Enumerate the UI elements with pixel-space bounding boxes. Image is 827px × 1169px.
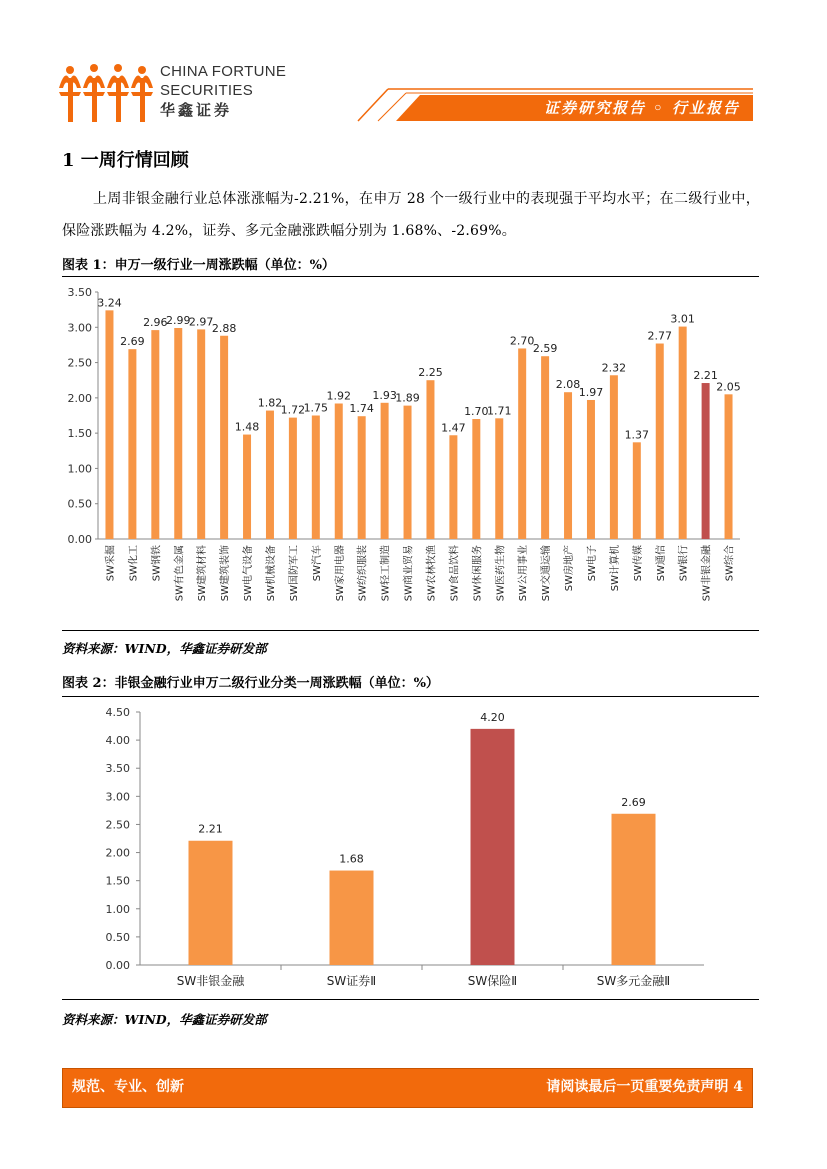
x-tick-label: SW房地产 <box>564 545 576 592</box>
report-type-label: 证券研究报告 ◦ 行业报告 <box>543 99 740 117</box>
bar <box>612 814 656 965</box>
bar <box>220 336 228 539</box>
bar <box>564 392 572 539</box>
x-tick-label: SW公用事业 <box>518 545 530 602</box>
x-tick-label: SW电气设备 <box>243 545 255 602</box>
y-tick-label: 3.50 <box>67 286 92 299</box>
bar <box>471 729 515 965</box>
bar <box>105 310 113 539</box>
x-tick-label: SW钢铁 <box>151 545 163 582</box>
data-label: 1.97 <box>578 385 604 399</box>
data-label: 4.20 <box>480 710 505 724</box>
x-tick-label: SW传媒 <box>632 545 644 582</box>
x-tick-label: SW计算机 <box>609 545 621 592</box>
bar <box>358 416 366 539</box>
y-tick-label: 3.00 <box>105 790 130 804</box>
bar <box>128 349 136 539</box>
x-tick-label: SW非银金融 <box>701 545 713 602</box>
bar <box>587 400 595 539</box>
bar <box>449 435 457 539</box>
x-tick-label: SW农林牧渔 <box>426 545 438 602</box>
x-tick-label: SW纺织服装 <box>357 545 369 602</box>
y-tick-label: 3.50 <box>105 762 130 776</box>
chart1 <box>62 280 759 628</box>
x-tick-label: SW通信 <box>655 545 667 582</box>
figure1-top-rule <box>62 276 759 277</box>
data-label: 2.77 <box>647 329 672 343</box>
data-label: 2.59 <box>532 342 558 356</box>
bar <box>197 329 205 539</box>
data-label: 2.05 <box>716 380 741 394</box>
bar <box>243 435 251 539</box>
data-label: 1.48 <box>234 420 260 434</box>
data-label: 1.75 <box>303 401 329 415</box>
company-name-en-1: CHINA FORTUNE <box>160 63 287 80</box>
company-name-cn: 华鑫证券 <box>160 102 233 119</box>
y-tick-label: 3.00 <box>67 321 92 335</box>
figure1-bottom-rule <box>62 630 759 631</box>
y-tick-label: 2.00 <box>105 846 130 860</box>
bar <box>518 348 526 539</box>
data-label: 2.70 <box>509 334 535 348</box>
x-tick-label: SW证券Ⅱ <box>326 974 377 988</box>
y-tick-label: 2.00 <box>67 391 92 405</box>
y-tick-label: 1.00 <box>67 462 92 476</box>
bar <box>381 403 389 539</box>
figure2-bottom-rule <box>62 999 759 1000</box>
y-tick-label: 2.50 <box>105 818 130 832</box>
bar <box>404 406 412 539</box>
x-tick-label: SW休闲服务 <box>472 545 484 602</box>
footer-disclaimer: 请阅读最后一页重要免责声明 4 <box>546 1079 743 1095</box>
company-name <box>160 62 286 122</box>
figure1-title: 图表 1：申万一级行业一周涨跌幅（单位：%） <box>62 258 335 273</box>
figure2-title: 图表 2：非银金融行业申万二级行业分类一周涨跌幅（单位：%） <box>62 676 439 691</box>
bar <box>725 394 733 539</box>
footer-slogan: 规范、专业、创新 <box>72 1079 184 1095</box>
y-tick-label: 1.50 <box>67 427 92 441</box>
company-name-en-2: SECURITIES <box>160 82 254 99</box>
x-tick-label: SW采掘 <box>105 545 117 582</box>
x-tick-label: SW食品饮料 <box>449 545 461 602</box>
data-label: 2.96 <box>143 316 168 330</box>
company-logo-icon <box>57 58 157 124</box>
bar <box>610 375 618 539</box>
data-label: 2.88 <box>211 321 237 335</box>
bar <box>312 416 320 540</box>
y-tick-label: 0.50 <box>105 930 130 944</box>
y-tick-label: 4.50 <box>105 706 130 719</box>
bar <box>541 356 549 539</box>
bar <box>330 871 374 965</box>
bar <box>679 327 687 539</box>
x-tick-label: SW建筑装饰 <box>220 545 232 602</box>
x-tick-label: SW银行 <box>678 545 690 582</box>
data-label: 1.72 <box>280 403 306 417</box>
data-label: 1.93 <box>372 388 397 402</box>
bar <box>656 344 664 539</box>
x-tick-label: SW综合 <box>724 545 736 582</box>
x-tick-label: SW医药生物 <box>495 545 507 602</box>
bar <box>472 419 480 539</box>
bar <box>174 328 182 539</box>
data-label: 1.37 <box>624 428 650 442</box>
data-label: 1.74 <box>349 402 374 416</box>
bar <box>266 411 274 539</box>
figure2-top-rule <box>62 696 759 697</box>
data-label: 2.25 <box>418 366 443 380</box>
data-label: 1.82 <box>257 396 283 410</box>
y-tick-label: 2.50 <box>67 356 92 370</box>
x-tick-label: SW多元金融Ⅱ <box>596 974 671 988</box>
x-tick-label: SW化工 <box>128 545 140 582</box>
data-label: 2.21 <box>693 369 718 383</box>
data-label: 1.70 <box>464 405 489 419</box>
x-tick-label: SW家用电器 <box>334 545 346 602</box>
data-label: 1.71 <box>487 404 512 418</box>
x-tick-label: SW建筑材料 <box>197 545 209 602</box>
x-tick-label: SW有色金属 <box>174 545 186 602</box>
x-tick-label: SW汽车 <box>311 545 323 582</box>
y-tick-label: 1.00 <box>105 902 130 916</box>
section-title: 1 一周行情回顾 <box>62 150 189 171</box>
x-tick-label: SW电子 <box>586 545 598 582</box>
data-label: 1.68 <box>339 852 364 866</box>
y-tick-label: 1.50 <box>105 874 130 888</box>
summary-paragraph: 上周非银金融行业总体涨涨幅为-2.21%，在申万 28 个一级行业中的表现强于平均水平；在二级行业中，保险涨跌幅为 4.2%，证券、多元金融涨跌幅分别为 1.68%、-2.69%。 <box>62 191 760 239</box>
bar <box>633 442 641 539</box>
data-label: 2.21 <box>198 822 223 836</box>
data-label: 2.69 <box>621 795 646 809</box>
x-tick-label: SW国防军工 <box>288 545 300 602</box>
figure1-source: 资料来源：WIND，华鑫证券研发部 <box>62 641 267 656</box>
data-label: 2.97 <box>188 315 214 329</box>
x-tick-label: SW轻工制造 <box>380 545 392 602</box>
y-tick-label: 0.00 <box>67 533 92 546</box>
y-tick-label: 4.00 <box>105 734 130 748</box>
bar <box>151 330 159 539</box>
bar <box>289 418 297 539</box>
y-tick-label: 0.00 <box>105 959 130 972</box>
bar <box>495 418 503 539</box>
data-label: 1.89 <box>395 391 420 405</box>
data-label: 1.47 <box>441 421 466 435</box>
bar <box>189 841 233 965</box>
data-label: 2.32 <box>601 361 627 375</box>
bar <box>426 380 434 539</box>
figure2-source: 资料来源：WIND，华鑫证券研发部 <box>62 1012 267 1027</box>
y-tick-label: 0.50 <box>67 497 92 511</box>
data-label: 2.08 <box>555 378 581 392</box>
data-label: 1.92 <box>326 389 351 403</box>
data-label: 3.01 <box>670 312 695 326</box>
x-tick-label: SW交通运输 <box>541 545 553 602</box>
data-label: 2.69 <box>120 335 145 349</box>
data-label: 3.24 <box>97 296 122 310</box>
x-tick-label: SW保险Ⅱ <box>467 974 518 988</box>
x-tick-label: SW非银金融 <box>176 974 245 988</box>
data-label: 2.99 <box>166 313 191 327</box>
chart2 <box>62 700 759 998</box>
bar <box>335 404 343 539</box>
x-tick-label: SW商业贸易 <box>403 545 415 602</box>
x-tick-label: SW机械设备 <box>265 545 277 602</box>
bar <box>702 383 710 539</box>
